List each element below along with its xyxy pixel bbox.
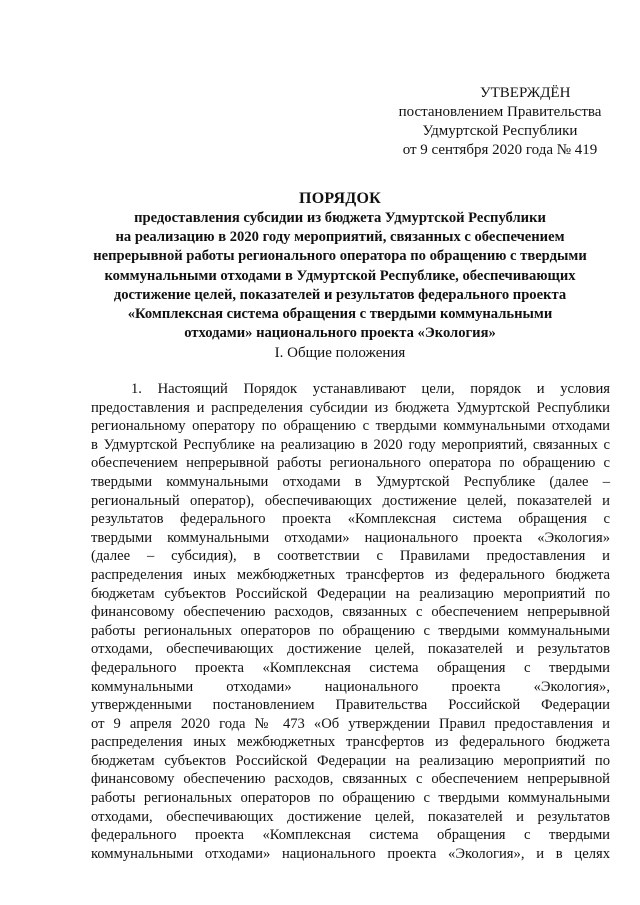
subtitle-line: «Комплексная система обращения с твердыми коммунальными [127, 306, 553, 323]
paragraph-line: коммунальными отходами» национального проекта «Экология», и в целях [91, 845, 610, 862]
paragraph-line: финансовому обеспечению расходов, связанных с обеспечением непрерывной [91, 771, 610, 788]
paragraph-line: 1. Настоящий Порядок устанавливают цели, порядок и условия [131, 381, 610, 397]
paragraph-line: работы региональных операторов по обращению с твердыми коммунальными [91, 790, 610, 807]
paragraph-line: работы региональных операторов по обращению с твердыми коммунальными [91, 622, 610, 639]
paragraph-line: распределения иных межбюджетных трансфертов из федерального бюджета [91, 734, 610, 751]
paragraph-line: бюджетам субъектов Российской Федерации на реализацию мероприятий по [91, 752, 610, 769]
document-subtitle [58, 209, 622, 343]
approval-line: постановлением Правительства [398, 104, 602, 120]
subtitle-line: непрерывной работы регионального оператора по обращению с твердыми [93, 248, 587, 265]
document-title: ПОРЯДОК [299, 190, 381, 207]
paragraph-body [91, 380, 610, 863]
paragraph-line: региональному оператору по обращению с твердыми коммунальными отходами [91, 418, 610, 435]
paragraph-line: предоставления и распределения субсидии из бюджета Удмуртской Республики [91, 399, 610, 416]
subtitle-line: отходами» национального проекта «Экология» [184, 325, 496, 342]
paragraph-line: распределения иных межбюджетных трансфертов из федерального бюджета [91, 566, 610, 583]
paragraph-line: отходами, обеспечивающих достижение целей, показателей и результатов [91, 808, 610, 825]
paragraph-line: финансовому обеспечению расходов, связанных с обеспечением непрерывной [91, 604, 610, 621]
approval-heading: УТВЕРЖДЁН [480, 85, 571, 101]
subtitle-line: предоставления субсидии из бюджета Удмуртской Республики [134, 210, 546, 226]
subtitle-line: достижение целей, показателей и результатов федерального проекта [113, 286, 567, 303]
paragraph-line: твердыми коммунальными отходами» национального проекта «Экология» [91, 529, 610, 546]
paragraph-line: утвержденными постановлением Правительства Российской Федерации [91, 697, 610, 714]
paragraph-line: результатов федерального проекта «Комплексная система обращения с [91, 511, 610, 528]
paragraph-line: коммунальными отходами» национального проекта «Экология», [91, 678, 610, 695]
paragraph-line: твердыми коммунальными отходами в Удмуртской Республике (далее – [91, 473, 610, 490]
paragraph-line: федерального проекта «Комплексная система обращения с твердыми [91, 827, 610, 844]
subtitle-line: на реализацию в 2020 году мероприятий, связанных с обеспечением [115, 229, 565, 246]
paragraph-line: обеспечением непрерывной работы регионального оператора по обращению с [91, 455, 610, 472]
approval-block [380, 84, 620, 160]
approval-date-line: от 9 сентября 2020 года № 419 [402, 142, 598, 158]
paragraph-line: (далее – субсидия), в соответствии с Правилами предоставления и [91, 548, 610, 565]
approval-line: Удмуртской Республики [422, 123, 578, 139]
paragraph-line: бюджетам субъектов Российской Федерации на реализацию мероприятий по [91, 585, 610, 602]
paragraph-line: региональный оператор), обеспечивающих достижение целей, показателей и [91, 492, 610, 509]
paragraph-line: отходами, обеспечивающих достижение целей, показателей и результатов [91, 641, 610, 658]
subtitle-line: коммунальными отходами в Удмуртской Республике, обеспечивающих [104, 267, 576, 284]
paragraph-line: в Удмуртской Республике на реализацию в 2020 году мероприятий, связанных с [91, 436, 610, 453]
section-heading: I. Общие положения [274, 345, 406, 361]
paragraph-line: федерального проекта «Комплексная система обращения с твердыми [91, 659, 610, 676]
paragraph-line: от 9 апреля 2020 года № 473 «Об утверждении Правил предоставления и [91, 715, 610, 732]
